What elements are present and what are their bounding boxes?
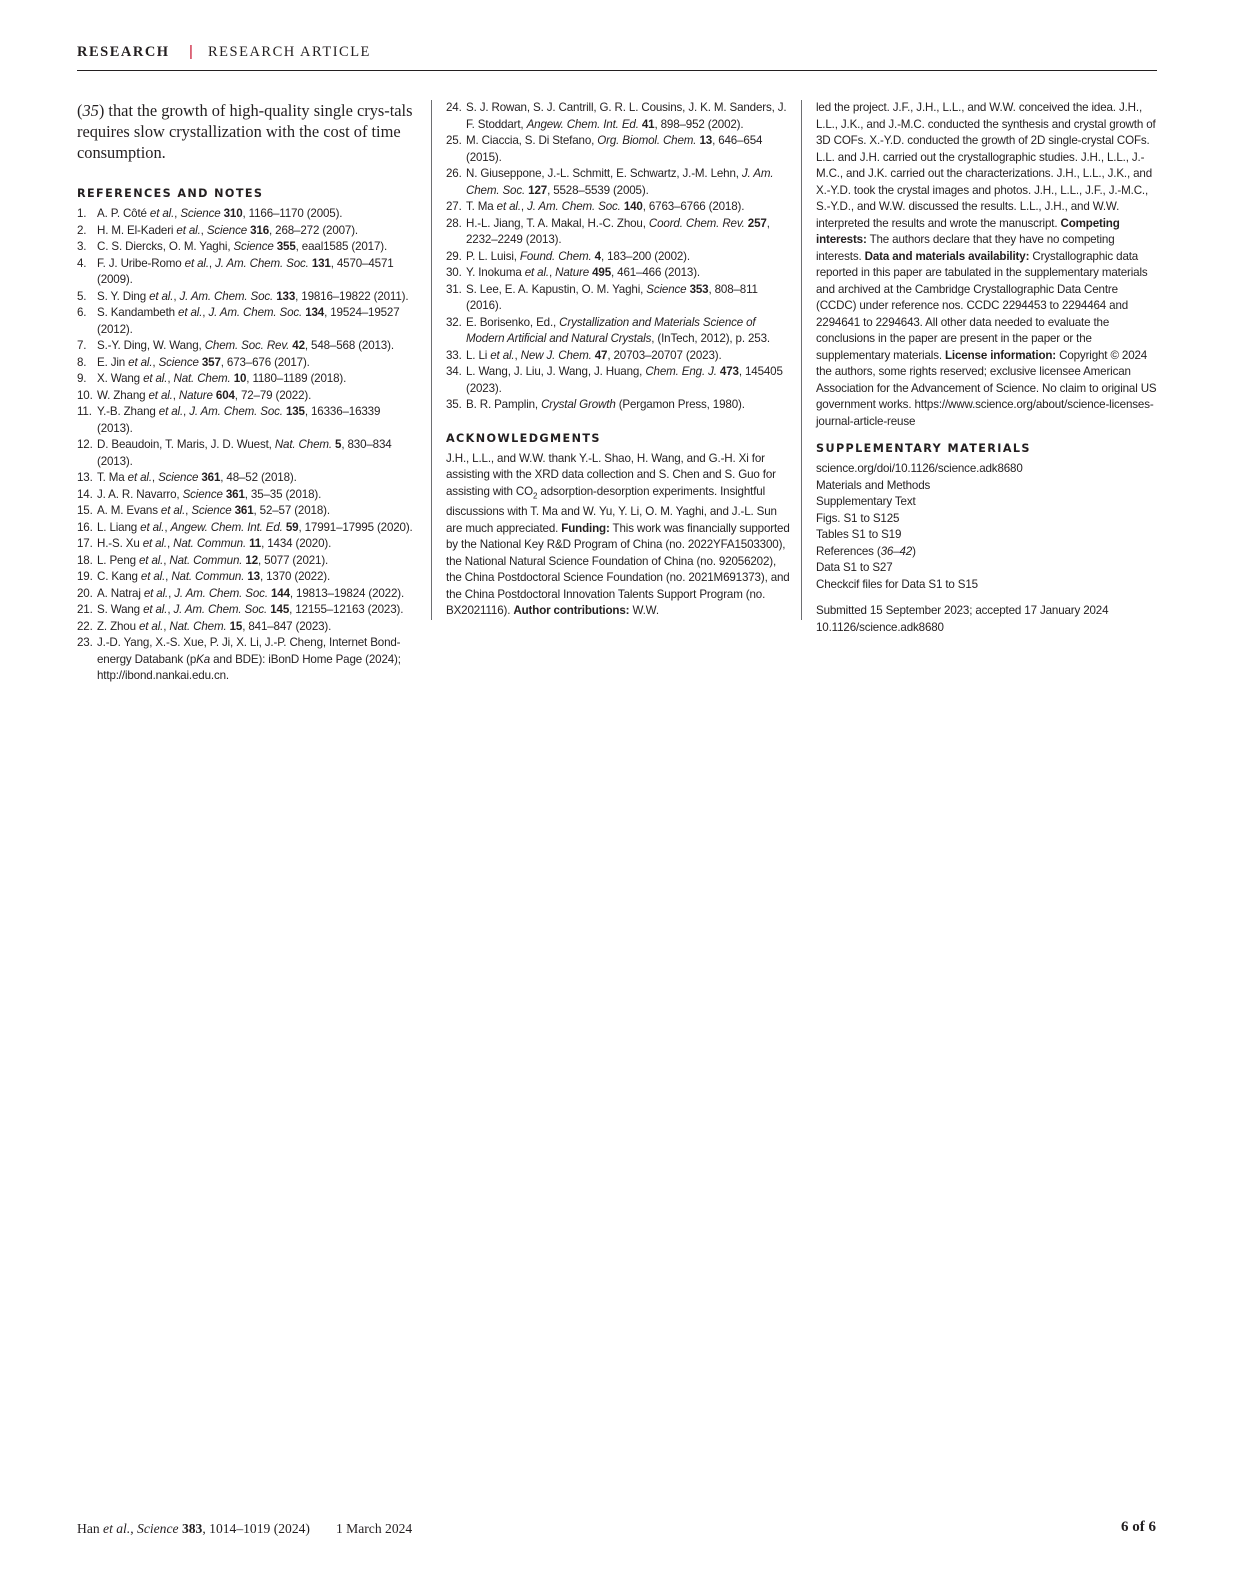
supplementary-list xyxy=(816,461,1160,593)
reference-item: 17. H.-S. Xu et al., Nat. Commun. 11, 1434 (2020). xyxy=(77,537,332,550)
reference-item: 3. C. S. Diercks, O. M. Yaghi, Science 355, eaal1585 (2017). xyxy=(77,240,388,253)
body-paragraph: (35) that the growth of high-quality single crys-tals requires slow crystallization with the cost of time consumption. xyxy=(77,101,413,162)
reference-item: 12. D. Beaudoin, T. Maris, J. D. Wuest, Nat. Chem. 5, 830–834 (2013). xyxy=(77,438,392,468)
header-separator: | xyxy=(189,43,193,60)
reference-item: 29. P. L. Luisi, Found. Chem. 4, 183–200 (2002). xyxy=(446,249,690,263)
reference-list-2 xyxy=(446,100,790,414)
reference-item: 30. Y. Inokuma et al., Nature 495, 461–466 (2013). xyxy=(446,266,700,279)
column-divider-1 xyxy=(431,100,432,620)
column-3 xyxy=(816,100,1160,636)
reference-item: 22. Z. Zhou et al., Nat. Chem. 15, 841–847 (2023). xyxy=(77,619,332,633)
reference-item: 8. E. Jin et al., Science 357, 673–676 (2017). xyxy=(77,355,310,369)
supplementary-item: Data S1 to S27 xyxy=(816,561,893,574)
reference-item: 2. H. M. El-Kaderi et al., Science 316, 268–272 (2007). xyxy=(77,223,358,237)
reference-item: 5. S. Y. Ding et al., J. Am. Chem. Soc. 133, 19816–19822 (2011). xyxy=(77,289,409,303)
reference-list-1 xyxy=(77,206,417,685)
reference-item: 16. L. Liang et al., Angew. Chem. Int. Ed. 59, 17991–17995 (2020). xyxy=(77,520,413,534)
header-section: RESEARCH xyxy=(77,44,170,60)
reference-item: 21. S. Wang et al., J. Am. Chem. Soc. 145, 12155–12163 (2023). xyxy=(77,603,404,616)
reference-item: 26. N. Giuseppone, J.-L. Schmitt, E. Schwartz, J.-M. Lehn, J. Am. Chem. Soc. 127, 5528–5539 (2005). xyxy=(446,167,774,197)
issue-date: 1 March 2024 xyxy=(335,1521,413,1536)
reference-item: 6. S. Kandambeth et al., J. Am. Chem. Soc. 134, 19524–19527 (2012). xyxy=(77,306,400,336)
reference-item: 33. L. Li et al., New J. Chem. 47, 20703–20707 (2023). xyxy=(446,348,722,362)
acknowledgments-text-part1: J.H., L.L., and W.W. thank Y.-L. Shao, H. Wang, and G.-H. Xi for assisting with the XRD data collection and S. Chen and S. Guo for assisting with $CO_2$ adsorption-desorption experiments. Insightful discussions with T. Ma and W. Yu, Y. Li, O. M. Yaghi, and J.-L. Sun are much appreciated. Funding: This work was financially supported by the National Key R&D Program of China (no. 2022YFA1503300), the National Natural Science Foundation of China (no. 92056202), the China Postdoctoral Science Foundation (no. 2021M691373), and the China Postdoctoral Innovation Talents Support Program (no. BX2021116). Author contributions: W.W. xyxy=(446,451,790,618)
supplementary-heading: SUPPLEMENTARY MATERIALS xyxy=(816,442,1031,455)
reference-item: 15. A. M. Evans et al., Science 361, 52–57 (2018). xyxy=(77,504,330,517)
acknowledgments-text-part2: led the project. J.F., J.H., L.L., and W.W. conceived the idea. J.H., L.L., J.K., and J.-M.C. conducted the synthesis and crystal growth of 3D COFs. X.-Y.D. conducted the growth of 2D single-crystal COFs. L.L. and J.H. carried out the crystallographic studies. J.H., L.L., J.-M.C., and J.K. carried out the characterizations. J.H., L.L., J.K., and X.-Y.D. took the crystal images and photos. J.H., L.L., J.F., J.-M.C., S.-Y.D., and W.W. discussed the results. L.L., J.H., and W.W. interpreted the results and wrote the manuscript. Competing interests: The authors declare that they have no competing interests. Data and materials availability: Crystallographic data reported in this paper are tabulated in the supplementary materials and archived at the Cambridge Crystallographic Data Centre (CCDC) under reference nos. CCDC 2294453 to 2294464 and 2294641 to 2294643. All other data needed to evaluate the conclusions in the paper are present in the paper or the supplementary materials. License information: Copyright © 2024 the authors, some rights reserved; exclusive licensee American Association for the Advancement of Science. No claim to original US government works. https://www.science.org/about/science-licenses-journal-article-reuse xyxy=(816,101,1157,428)
reference-item: 1. A. P. Côté et al., Science 310, 1166–1170 (2005). xyxy=(77,207,343,220)
supplementary-item: Checkcif files for Data S1 to S15 xyxy=(816,577,978,591)
column-1 xyxy=(77,100,417,685)
supplementary-item: Supplementary Text xyxy=(816,495,916,508)
reference-item: 19. C. Kang et al., Nat. Commun. 13, 1370 (2022). xyxy=(77,570,331,583)
supplementary-item: References (36–42) xyxy=(816,544,916,558)
reference-item: 31. S. Lee, E. A. Kapustin, O. M. Yaghi, Science 353, 808–811 (2016). xyxy=(446,282,758,312)
supplementary-item: Materials and Methods xyxy=(816,478,931,492)
supplementary-item: Figs. S1 to S125 xyxy=(816,511,900,525)
reference-item: 24. S. J. Rowan, S. J. Cantrill, G. R. L. Cousins, J. K. M. Sanders, J. F. Stoddart, Angew. Chem. Int. Ed. 41, 898–952 (2002). xyxy=(446,101,787,131)
column-2 xyxy=(446,100,790,620)
submission-dates: Submitted 15 September 2023; accepted 17 January 2024 xyxy=(816,604,1109,617)
supplementary-item: science.org/doi/10.1126/science.adk8680 xyxy=(816,462,1023,475)
reference-item: 7. S.-Y. Ding, W. Wang, Chem. Soc. Rev. 42, 548–568 (2013). xyxy=(77,339,394,352)
reference-item: 11. Y.-B. Zhang et al., J. Am. Chem. Soc. 135, 16336–16339 (2013). xyxy=(77,405,381,435)
acknowledgments-heading: ACKNOWLEDGMENTS xyxy=(446,431,601,445)
reference-item: 28. H.-L. Jiang, T. A. Makal, H.-C. Zhou, Coord. Chem. Rev. 257, 2232–2249 (2013). xyxy=(446,216,770,246)
reference-item: 20. A. Natraj et al., J. Am. Chem. Soc. 144, 19813–19824 (2022). xyxy=(77,586,405,600)
reference-item: 34. L. Wang, J. Liu, J. Wang, J. Huang, Chem. Eng. J. 473, 145405 (2023). xyxy=(446,365,783,395)
reference-item: 27. T. Ma et al., J. Am. Chem. Soc. 140, 6763–6766 (2018). xyxy=(446,200,745,213)
reference-item: 25. M. Ciaccia, S. Di Stefano, Org. Biomol. Chem. 13, 646–654 (2015). xyxy=(446,134,763,164)
header-article-type: RESEARCH ARTICLE xyxy=(208,44,371,60)
reference-item: 35. B. R. Pamplin, Crystal Growth (Pergamon Press, 1980). xyxy=(446,398,745,411)
reference-item: 32. E. Borisenko, Ed., Crystallization and Materials Science of Modern Artificial and Natural Crystals, (InTech, 2012), p. 253. xyxy=(446,315,770,345)
references-heading: REFERENCES AND NOTES xyxy=(77,187,264,200)
reference-item: 9. X. Wang et al., Nat. Chem. 10, 1180–1189 (2018). xyxy=(77,372,347,385)
article-doi: 10.1126/science.adk8680 xyxy=(816,620,944,634)
reference-item: 4. F. J. Uribe-Romo et al., J. Am. Chem. Soc. 131, 4570–4571 (2009). xyxy=(77,256,394,286)
reference-item: 18. L. Peng et al., Nat. Commun. 12, 5077 (2021). xyxy=(77,553,329,567)
running-header xyxy=(77,44,1157,71)
footer-citation xyxy=(77,1521,412,1537)
citation-text: Han et al., Science 383, 1014–1019 (2024) xyxy=(77,1521,310,1536)
reference-item: 10. W. Zhang et al., Nature 604, 72–79 (2022). xyxy=(77,388,312,402)
reference-item: 23. J.-D. Yang, X.-S. Xue, P. Ji, X. Li, J.-P. Cheng, Internet Bond-energy Databank (pKa and BDE): iBonD Home Page (2024); http://ibond.nankai.edu.cn. xyxy=(77,636,401,682)
page-number: 6 of 6 xyxy=(1121,1519,1156,1535)
supplementary-item: Tables S1 to S19 xyxy=(816,528,902,541)
column-divider-2 xyxy=(801,100,802,620)
reference-item: 14. J. A. R. Navarro, Science 361, 35–35 (2018). xyxy=(77,487,322,501)
reference-item: 13. T. Ma et al., Science 361, 48–52 (2018). xyxy=(77,471,297,484)
